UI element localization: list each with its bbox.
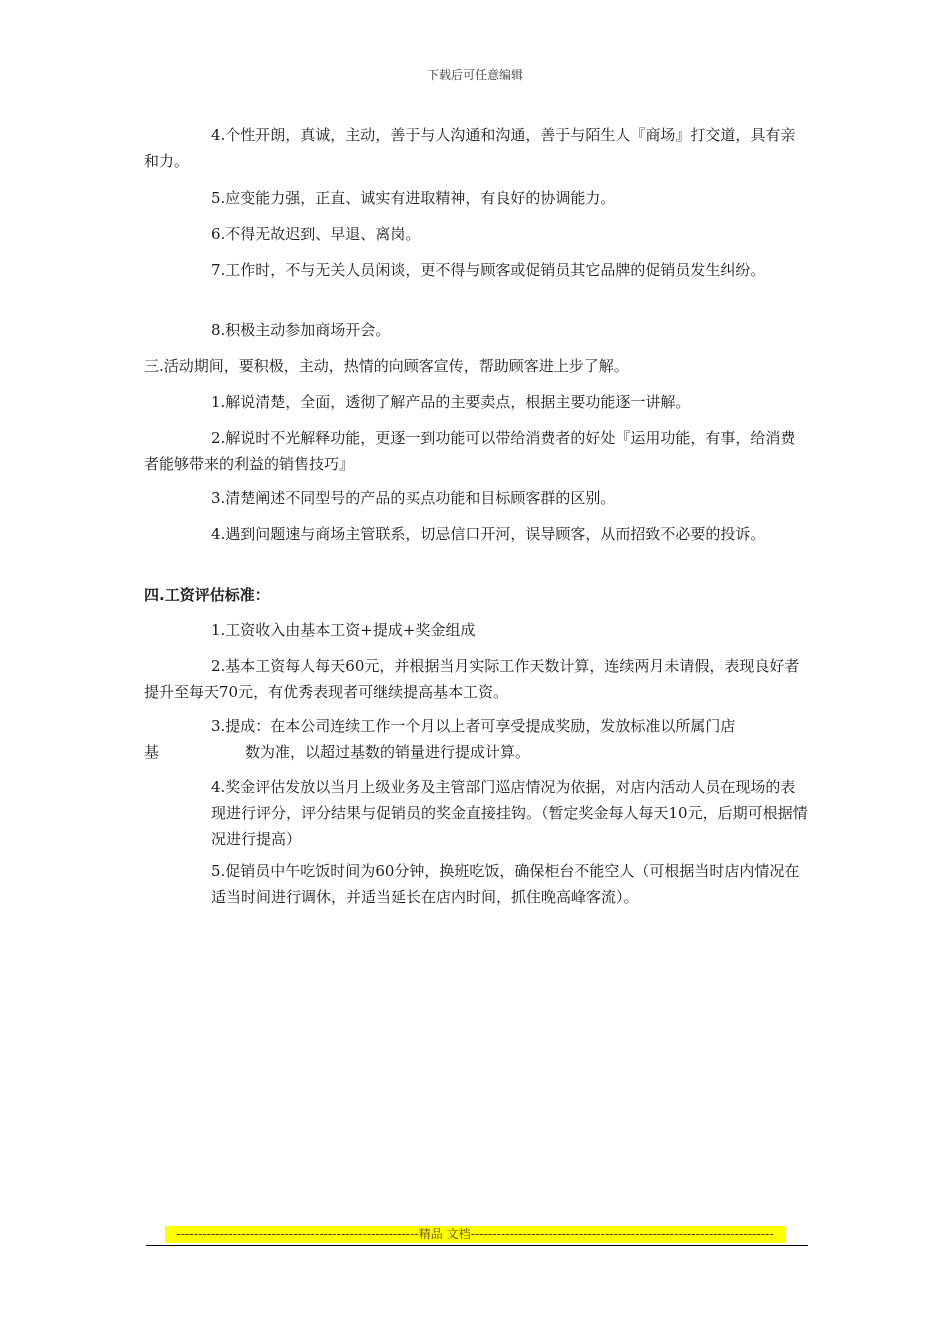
paragraph: 5.应变能力强，正直、诚实有进取精神，有良好的协调能力。 [211, 189, 616, 207]
page-header: 下载后可任意编辑 [426, 68, 523, 82]
paragraph: 3.提成：在本公司连续工作一个月以上者可享受提成奖励，发放标准以所属门店 [211, 717, 736, 735]
section-heading: 四.工资评估标准： [144, 586, 270, 604]
paragraph: 5.促销员中午吃饭时间为60分钟，换班吃饭，确保柜台不能空人（可根据当时店内情况在适当时间进行调休，并适当延长在店内时间，抓住晚高峰客流）。 [211, 862, 800, 906]
paragraph: 1.解说清楚，全面，透彻了解产品的主要卖点，根据主要功能逐一讲解。 [211, 393, 691, 411]
paragraph-continuation: 数为准，以超过基数的销量进行提成计算。 [245, 743, 531, 761]
paragraph: 3.清楚阐述不同型号的产品的买点功能和目标顾客群的区别。 [211, 489, 616, 507]
footer-banner: --------------------------------------------------------精品 文档---------------------------------------------------------------------- [165, 1226, 785, 1243]
paragraph: 2.解说时不光解释功能，更逐一到功能可以带给消费者的好处『运用功能，有事，给消费者能够带来的利益的销售技巧』 [144, 429, 796, 473]
paragraph: 1.工资收入由基本工资+提成+奖金组成 [211, 621, 476, 639]
paragraph: 4.个性开朗，真诚，主动，善于与人沟通和沟通，善于与陌生人『商场』打交道，具有亲和力。 [144, 126, 796, 170]
paragraph: 4.奖金评估发放以当月上级业务及主管部门巡店情况为依据，对店内活动人员在现场的表现进行评分，评分结果与促销员的奖金直接挂钩。（暂定奖金每人每天10元，后期可根据情况进行提高） [211, 778, 808, 848]
paragraph: 6.不得无故迟到、早退、离岗。 [211, 225, 421, 243]
paragraph: 7.工作时，不与无关人员闲谈，更不得与顾客或促销员其它品牌的促销员发生纠纷。 [211, 261, 766, 279]
paragraph: 2.基本工资每人每天60元，并根据当月实际工作天数计算，连续两月未请假，表现良好者提升至每天70元，有优秀表现者可继续提高基本工资。 [144, 657, 800, 701]
section-heading: 三.活动期间，要积极，主动，热情的向顾客宣传，帮助顾客进上步了解。 [144, 357, 629, 375]
paragraph: 8.积极主动参加商场开会。 [211, 321, 391, 339]
paragraph: 4.遇到问题速与商场主管联系，切忌信口开河，误导顾客，从而招致不必要的投诉。 [211, 525, 766, 543]
footer-rule [146, 1245, 808, 1246]
side-label: 基 [144, 743, 160, 761]
